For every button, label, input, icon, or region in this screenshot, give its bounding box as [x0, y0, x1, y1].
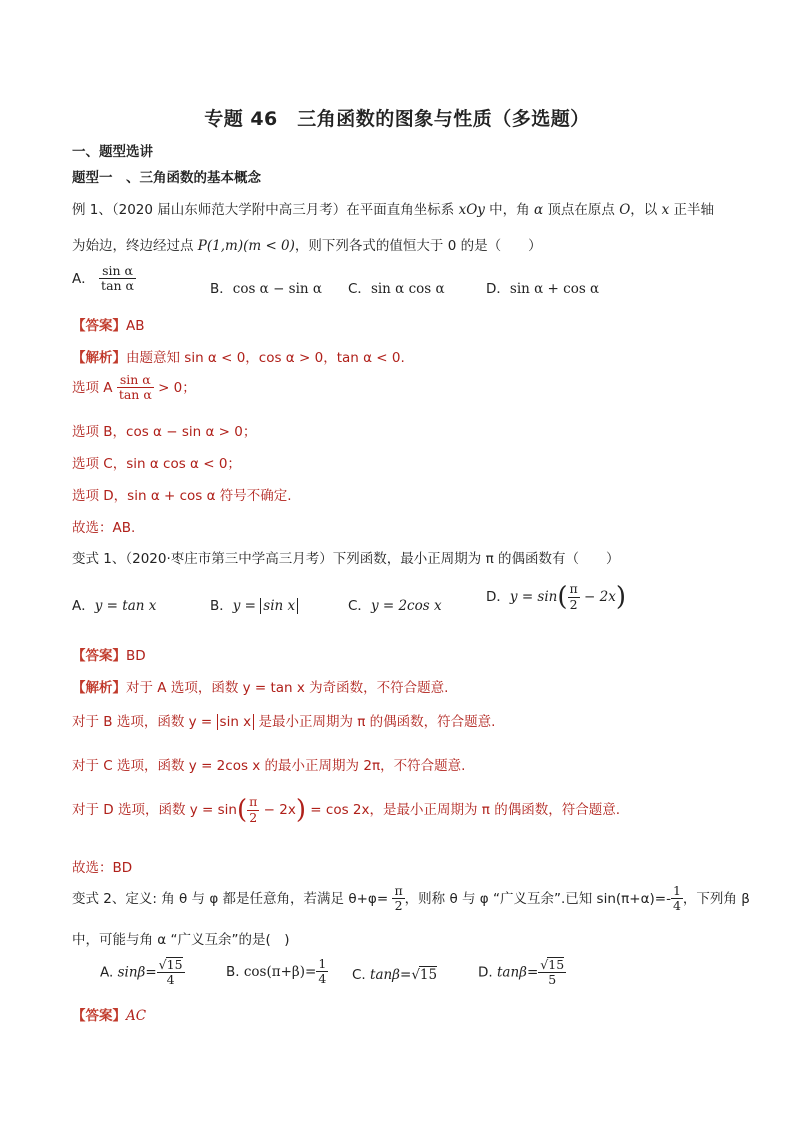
example1-stem-line1: 例 1、（2020 届山东师范大学附中高三月考）在平面直角坐标系 xOy 中，角 α 顶点在原点 O，以 x 正半轴 [72, 202, 714, 218]
variant1-stem: 变式 1、（2020·枣庄市第三中学高三月考）下列函数，最小正周期为 π 的偶函数有（ ） [72, 551, 620, 567]
example1-choose: 故选：AB. [72, 520, 136, 536]
example1-option-c: C．sin α cos α [348, 281, 445, 297]
variant1-option-c: C．y = 2cos x [348, 598, 442, 614]
example1-analysis: 【解析】由题意知 sin α < 0，cos α > 0，tan α < 0. [72, 350, 405, 366]
variant1-analysis-b: 对于 B 选项，函数 y = sin x 是最小正周期为 π 的偶函数，符合题意. [72, 714, 496, 730]
example1-solution-b: 选项 B，cos α − sin α > 0； [72, 424, 257, 440]
example1-solution-a: 选项 A $\frac{\text{sin α}}{\text{tan α}}$ > 0； [72, 372, 196, 403]
variant2-option-a: A. sinβ= $\frac{√15}{4}$ [100, 957, 183, 988]
variant2-option-c: C. tanβ=√15 [352, 967, 438, 983]
variant1-analysis-c: 对于 C 选项，函数 y = 2cos x 的最小正周期为 2π，不符合题意. [72, 758, 466, 774]
example1-option-b: B．cos α − sin α [210, 281, 323, 297]
variant2-option-d: D. tanβ= $\frac{√15}{5}$ [478, 957, 565, 988]
variant2-option-b: B. cos(π+β)= $\frac{1}{4}$ [226, 956, 327, 987]
page-title: 专题 46 三角函数的图象与性质（多选题） [204, 108, 590, 130]
variant1-choose: 故选：BD [72, 860, 133, 876]
variant1-option-b: B．y = sin x [210, 594, 298, 614]
type-heading: 题型一 、三角函数的基本概念 [72, 170, 261, 186]
variant1-analysis-d: 对于 D 选项，函数 y = sin( $\frac{\pi}{2}$ − 2x) = cos 2x，是最小正周期为 π 的偶函数，符合题意. [72, 794, 620, 825]
section-heading: 一、题型选讲 [72, 144, 153, 160]
variant1-option-d: D．y = sin( $\frac{\pi}{2}$ − 2x) [486, 581, 627, 612]
variant1-option-a: A．y = tan x [72, 598, 157, 614]
example1-solution-d: 选项 D，sin α + cos α 符号不确定. [72, 488, 292, 504]
example1-option-a: A． $\frac{\text{sin α}}{\text{tan α}}$ [72, 263, 134, 294]
example1-answer: 【答案】AB [72, 318, 145, 334]
variant2-stem-line2: 中，可能与角 α “广义互余”的是( ) [72, 932, 290, 948]
variant2-stem-line1: 变式 2、定义: 角 θ 与 φ 都是任意角，若满足 θ+φ= $\frac{\pi}{2}$ ，则称 θ 与 φ “广义互余”.已知 sin(π+α)=- $\frac{1}{4}$ ，下列角 β [72, 883, 750, 914]
variant1-answer: 【答案】BD [72, 648, 146, 664]
example1-solution-c: 选项 C，sin α cos α < 0； [72, 456, 241, 472]
variant2-answer: 【答案】AC [72, 1008, 147, 1024]
variant1-analysis-a: 【解析】对于 A 选项，函数 y = tan x 为奇函数，不符合题意. [72, 680, 449, 696]
example1-stem-line2: 为始边，终边经过点 P(1,m)(m < 0)，则下列各式的值恒大于 0 的是（ ） [72, 238, 542, 254]
example1-option-d: D．sin α + cos α [486, 281, 600, 297]
